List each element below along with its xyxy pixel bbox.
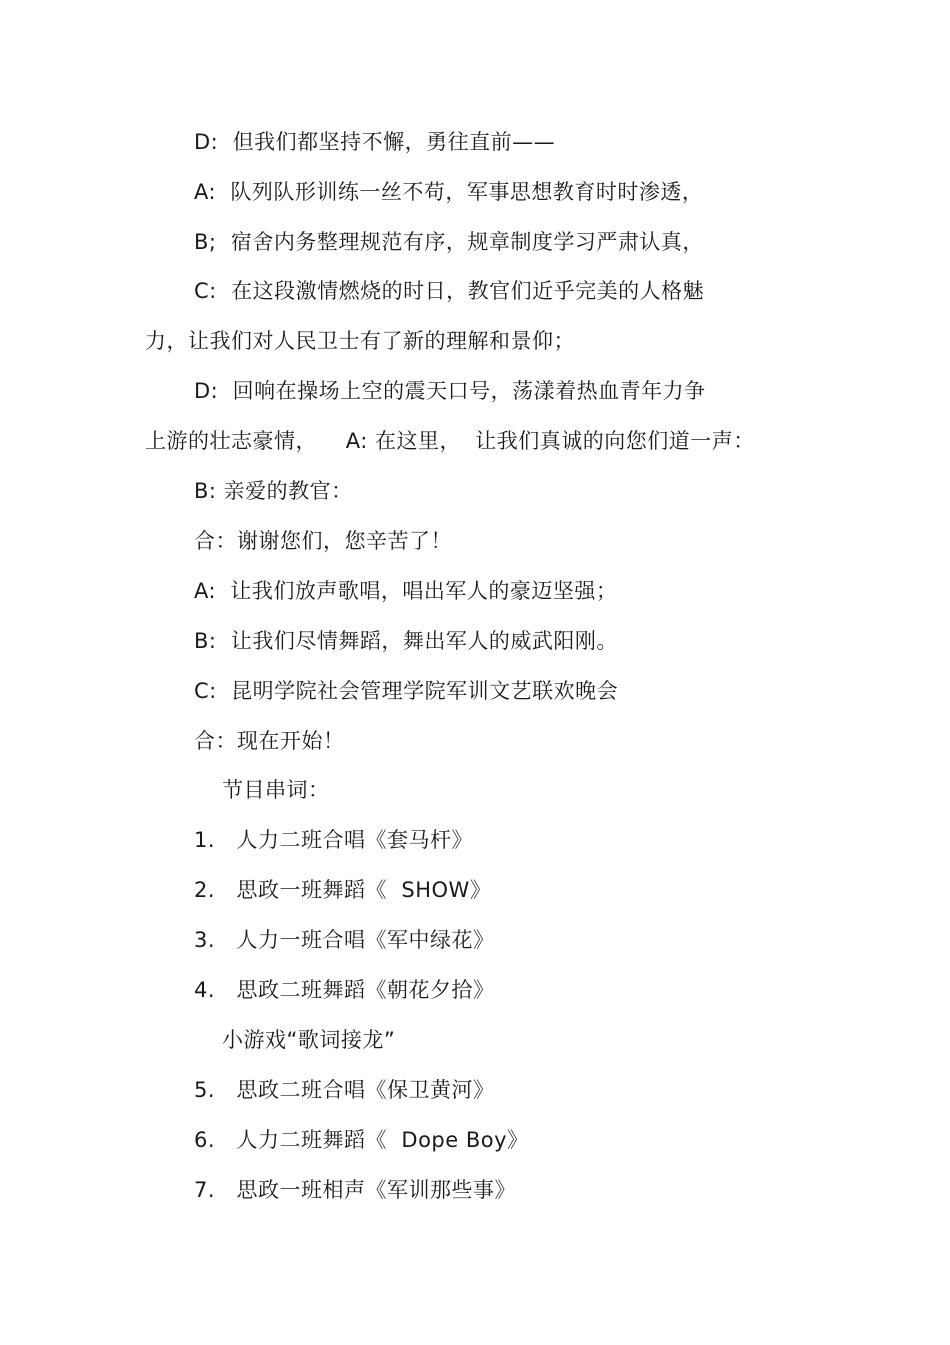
program-item-5: 5. 思政二班合唱《保卫黄河》	[194, 1078, 495, 1102]
script-line-a-sing: A: 让我们放声歌唱，唱出军人的豪迈坚强；	[194, 579, 618, 603]
program-heading: 节目串词：	[222, 778, 330, 802]
script-line-b-dormitory: B; 宿舍内务整理规范有序，规章制度学习严肃认真，	[194, 230, 704, 254]
script-line-d-slogans: D: 回响在操场上空的震天口号，荡漾着热血青年力争	[194, 379, 706, 403]
program-game: 小游戏“歌词接龙”	[222, 1028, 396, 1052]
script-line-c-continued: 力，让我们对人民卫士有了新的理解和景仰；	[145, 329, 575, 353]
program-item-3: 3. 人力一班合唱《军中绿花》	[194, 928, 495, 952]
script-line-all-start: 合：现在开始！	[194, 729, 345, 753]
script-line-c-event-name: C: 昆明学院社会管理学院军训文艺联欢晚会	[194, 679, 619, 703]
script-line-d-continued: 上游的壮志豪情， A: 在这里， 让我们真诚的向您们道一声：	[145, 429, 755, 453]
program-item-7: 7. 思政一班相声《军训那些事》	[194, 1178, 517, 1202]
program-item-6: 6. 人力二班舞蹈《 Dope Boy》	[194, 1128, 529, 1152]
script-line-all-thanks: 合：谢谢您们，您辛苦了！	[194, 529, 452, 553]
script-line-b-dance: B: 让我们尽情舞蹈，舞出军人的威武阳刚。	[194, 629, 618, 653]
script-line-c-instructors: C: 在这段激情燃烧的时日，教官们近乎完美的人格魅	[194, 279, 705, 303]
program-item-1: 1. 人力二班合唱《套马杆》	[194, 828, 474, 852]
program-item-2: 2. 思政一班舞蹈《 SHOW》	[194, 878, 492, 902]
script-line-a-training: A: 队列队形训练一丝不苟，军事思想教育时时渗透，	[194, 180, 704, 204]
program-item-4: 4. 思政二班舞蹈《朝花夕拾》	[194, 978, 495, 1002]
script-line-b-dear-instructors: B: 亲爱的教官：	[194, 479, 353, 503]
script-line-d-persist: D: 但我们都坚持不懈，勇往直前——	[194, 130, 556, 154]
